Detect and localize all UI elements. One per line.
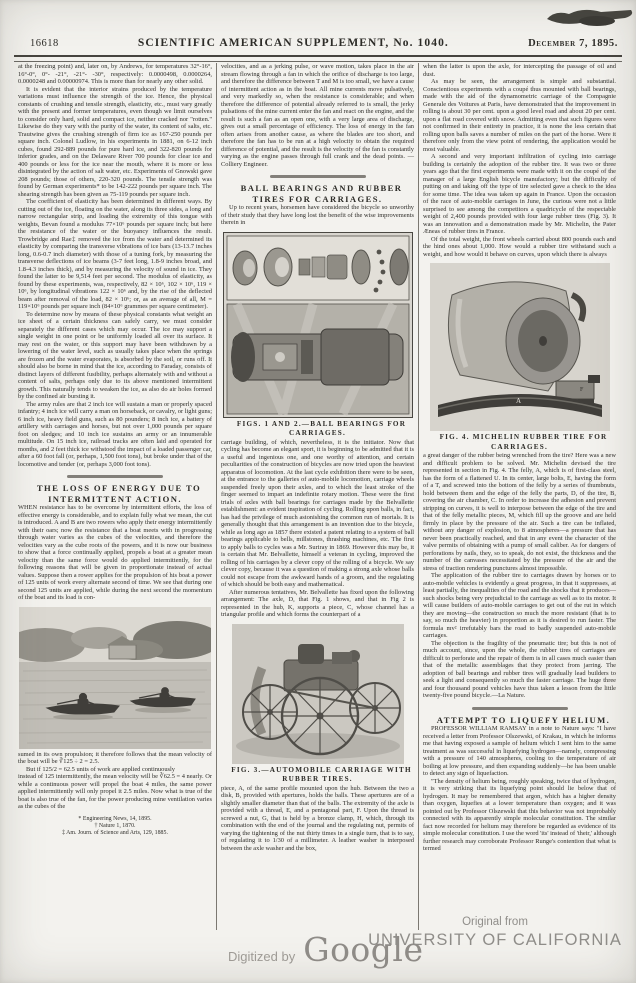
section-divider [472, 707, 568, 710]
figure-automobile [232, 624, 404, 764]
paragraph: The application of the rubber tire to carriages drawn by horses or to auto-mobile vehicles is evidently a great progress, in that it suppresses, at least partially, the inequalities of the road and the shocks that it produces—such shocks being very prejudicial to the carriage as well as to its motor. It will cause builders of auto-mobile carriages to get out of the rut in which they are moving—the construction so much the more resistant (that is to say, so much the heavier) in proportion as it is desired to run faster. The formula mv² irrefutably bars the road to badly suspended auto-mobile carriages. [423, 572, 616, 639]
paragraph: "The density of helium being, roughly speaking, twice that of hydrogen, it is very striking that its liquefying point should lie below that of hydrogen. It may be remembered that argon, which has a higher density than oxygen, liquefies at a lower temperature than oxygen; and it was pointed out by Professor Olszewski that this behavior was not improbably connected with its apparently simple molecular constitution. The similar fact now recorded for helium may therefore be regarded as evidence of its simple molecular constitution. I use the word 'its' instead of 'their,' although further research may corroborate Professor Runge's contention that what is termed [423, 777, 617, 852]
footnote: † Nature 1, 1870. [94, 822, 136, 829]
svg-text:A: A [515, 397, 521, 405]
paragraph: It is evident that the interior strains produced by the temperature variations must influence the strength of the ice. Hence, the physical constants of crushing and tensile strength, elasticity, etc., must vary greatly with the present and former temperatures, even though we limit ourselves to consider only hard, solid and compact ice, neither cracked nor "rotten." Likewise do they vary with the purity of the water, its content of salts, etc. Trautwine gives the crushing strength of firm ice as 167-250 pounds per square inch. Colonel Ludlow, in his experiments in 1881, on 6-12 inch cubes, found 292-889 pounds for pure hard ice, and 322-820 pounds for inferior grades, and on the Delaware River 700 pounds for clear ice and 400 pounds or less for the ice near the mouth, where it is more or less disintegrated by the action of salt water, etc. Experiments of Gnowski gave 208 pounds; those of others, 220-320 pounds. The tensile strength was found by German experiments* to be 142-222 pounds per square inch. The shearing strength has been given as 75-119 pounds per square inch. [18, 85, 212, 198]
journal-title: SCIENTIFIC AMERICAN SUPPLEMENT, No. 1040. [137, 37, 449, 49]
figure-caption-ball-bearings: FIGS. 1 AND 2.—BALL BEARINGS FOR CARRIAGES. [236, 419, 407, 437]
section-divider [67, 475, 163, 478]
paragraph: PROFESSOR WILLIAM RAMSAY in a note to Nature says: "I have received a letter from Professor Olszewski, of Krakau, in which he informs me that having exposed a sample of helium which I sent him to the same treatment as was successful in liquefying hydrogen—namely, compressing with a pressure of 140 atmospheres, cooling to the temperature of air boiling at low pressure, and then expanding suddenly—he has been unable to detect any sign of liquefaction. [423, 725, 616, 777]
paragraph: WHEN resistance has to be overcome by intermittent efforts, the loss of effective energy is considerable, and to explain fully what we mean, the cut is introduced. A and B are two rowers who apply their energy intermittently with their oars; now the resistance that a boat meets with in progressing through water varies as the cubes of the velocities, and therefore the velocities vary as the cube roots of the powers, and it is now our business to show that a force continually applied, propels a boat at a greater mean velocity than the same force would do applied intermittently, for the following reasons that will be given in proportionate instead of actual values. Suppose then a rower applies for the propulsion of his boat a power of 125 units of work every alternate second of time. We see that during one second 125 units are applied, while during the next second the momentum of the boat and its load is con- [18, 504, 212, 601]
svg-text:F: F [579, 387, 583, 393]
paragraph: As may be seen, the arrangement is simple and substantial. Conscientious experiments with a coupé thus mounted with ball bearings, made with the aid of the dynamometric carriage of the Compagnie Generale des Voitures at Paris, have demonstrated that the improvement in rolling is about 30 per cent. upon a good level road and about 20 per cent. upon a flat road covered with snow. Admitting even that such figures were not confirmed in their entirety in practice, it is none the less certain that rolling upon balls saves a number of miles on the part of the horse. Were it therefore only from the view point of rendering, the application would be most valuable. [423, 78, 616, 153]
paragraph: carriage building, of which, nevertheless, it is the initiator. Now that cycling has become an elegant sport, it is beginning to be admitted that it is a useful and ingenious one, and one worthy of attention, and certain peculiarities of the construction of bicycles are now tried upon the heaviest apparatus of locomotion. At the last cycle exhibition there were to be seen, at the entrance to the galleries of auto-mobile locomotion, carriage wheels suspended freely upon their axles, and to which the least stroke of the finger seemed to impart an indefinite rotary motion. These were the first trials of axles with ball bearings for carriages made by the Belvallette establishment: an evident inspiration of cycling. Rolling upon balls, in fact, has had the privilege of much astonishing the common run of mortals. It is generally thought that this arrangement is an invention due to the bicycle, while as long ago as 1857 there existed a patent relating to a system of ball bearings applicable to bells, millstones, thrashing machines, etc. The first to apply balls to cycles was a Mr. Suriray in 1869. However this may be, it is certain that Mr. Belvallette, himself a veteran in cycling, improved the rolling of his carriages by a clever copy of the rolling of a bicycle. We say clever copy, because it was a question of making a strong axle whose balls could not escape from the awkward hands of a groom, and the regulating of which should be both easy and mathematical. [221, 438, 414, 588]
paragraph: velocities, and as a jerking pulse, or wave motion, takes place in the air stream flowing through a fan in which the orifice of discharge is too large, and therefore the difference between T and M is too small, we have a cause of intermittent action as in the boat. All mine currents move pulsatively, and very markedly so, when the resistance is considerable; and when therefore the difference of potential already referred to is small, the jerky pulsations of the mine current enter the fan and react on the engine, and the result is such a fan as an open one, with a very large area of discharge, gives out a small percentage of efficiency. The loss of energy in the fan often arises from another cause, as where the blades are too short, and therefore the fan has to be run at a high velocity to obtain the required difference of potential, and the result is the velocity of the fan is constantly varying as the engine passes through full crank and the dead points. —Colliery Engineer. [221, 63, 414, 168]
institution-label: UNIVERSITY OF CALIFORNIA [368, 931, 622, 949]
paragraph: at the freezing point) and, later on, by Andrews, for temperatures 32°-16°, 16°-0°, 0°- -21°, -21°- -30°, respectively: 0.0000498, 0.0000264, 0.0000248 and 0.00000974. This is more than for nearly any other solid. [18, 63, 212, 85]
figure-rowing-scene [19, 607, 211, 749]
issue-date: December 7, 1895. [528, 38, 618, 49]
footnote: * Engineering News, 14, 1895. [78, 815, 152, 822]
paragraph: instead of 125 intermittently, the mean velocity will be ∛62.5 = 4 nearly. Or while a continuous power will propel the boat 4 miles, the same power applied intermittently will only propel it 2.5 miles. Now what is true of the boat is also true of the fan, for the power producing mine ventilation varies as the cubes of the [18, 773, 212, 810]
figure-ball-bearings [223, 232, 413, 418]
original-from-label: Original from [462, 916, 528, 928]
paragraph: After numerous tentatives, Mr. Belvallette has fixed upon the following arrangement: The axle, D, that Fig. 1 shows, and that in Fig 2 is represented in the hub, K, supports a piece, C, whose channel has a triangular profile and which forms the counterpart of a [221, 588, 414, 618]
section-heading-ball-bearings: BALL BEARINGS AND RUBBER TIRES FOR CARRIAGES. [240, 183, 403, 204]
paragraph: piece, A, of the same profile mounted upon the hub. Between the two a disk, B, provided with apertures, holds the balls. These apertures are of a slightly smaller diameter than that of the balls. The extremity of the axle is provided with a thread, E, and a pentagonal part, F. Upon the thread is screwed a nut, G, that is held by a bronze clamp, H, which, through its combination with the end of the journal and the regulating nut, permits of varying the tightening of the nut thirty times in a single turn, that is to say, of regulating it to 1/30 of a millimeter. A leather washer is interposed between the axle washer and the box, [221, 784, 414, 852]
column-right [418, 63, 620, 930]
section-heading-helium: ATTEMPT TO LIQUEFY HELIUM. [436, 714, 611, 725]
page-header [30, 37, 618, 49]
paragraph: The army rules are that 2 inch ice will sustain a man or properly spaced infantry; 4 inch ice will carry a man on horseback, or cavalry, or light guns; 6 inch ice, heavy field guns, such as 80 pounders; 8 inch ice, a battery of artillery with carriages and horses, but not over 1,000 pounds per square foot on sledges; and 10 inch ice sustains an army or an innumerable multitude. On 15 inch ice, railroad tracks are often laid and operated for months, and 2 feet thick ice withstood the impact of a loaded passenger car, after a 60 foot fall (or, perhaps, 1,500 foot tons), but broke under that of the locomotive and tender (or, perhaps 3,000 foot tons). [18, 400, 212, 468]
page-number: 16618 [30, 38, 59, 49]
paragraph: Of the total weight, the front wheels carried about 800 pounds each and the hind ones about 1,000. How would a rubber tire withstand such a weight, and how would it behave on curves, upon which there is always [423, 235, 616, 258]
google-logo: Google [303, 930, 424, 969]
paragraph: sumed in its own propulsion; it therefore follows that the mean velocity of the boat will be ∛125 ÷ 2 = 2.5. [18, 750, 212, 765]
column-left [14, 63, 216, 930]
figure-caption-automobile: FIG. 3.—AUTOMOBILE CARRIAGE WITH RUBBER TIRES. [231, 765, 412, 783]
paragraph: a great danger of the rubber being wrenched from the tire? Here was a new and difficult problem to be solved. Mr. Michelin devised the tire represented in section in Fig. 4. The felly, A, which is of first-class steel, has the form of a flattened U. In its center, large bolts, E, having the form of a T, and screwed into the bottom of the felly by a series of thumbnuts, hold between them and the edge of the felly the parts, D, of the tire, B, covering the air chamber, C. In order to increase the adhesion and prevent stripping on curves, it is well to interpose between the edge of the tire and that of the felly metallic pieces, M, which fill up the groove and are held firmly in place by the pressure of the air. Such a tire can be inflated, without any danger of explosion, to 8 atmospheres—a pressure that has never been practically reached, and that in any event the character of the valve permits of obtaining with a pump of small caliber. As for dangers of perforations by nails, they, so to speak, do not exist, the thickness and the number of the canvases necessitated by the pressure of the air and the stress of traction rendering punctures almost impossible. [423, 452, 616, 572]
paragraph: To determine now by means of these physical constants what weight an ice sheet of a certain thickness can safely carry, we must consider separately the different cases which may occur. The ice may support a single weight in one point or be uniformly loaded all over its surface. It may rest on the water, or this support may have been withdrawn by a lowering of the water level, such as usually takes place when the springs are frozen and the water evaporates, is absorbed by the soil, or runs off. It should also be borne in mind that the ice, according to Faraday, consists of distinct layers of different fusibility, perhaps alternately with and without a content of salts, perhaps only due to its above mentioned intermittent growth. This naturally tends to weaken the ice, as also do air holes formed by the confined air bursting it. [18, 310, 212, 400]
formula-line: But if 125/2 = 62.5 units of work are applied continuously [26, 765, 175, 773]
provenance-watermark [360, 916, 630, 950]
section-divider [270, 175, 366, 178]
paragraph: A second and very important infiltration of cycling into carriage building is certainly the adoption of the rubber tire. It was two or three years ago that the first experiments were made with it on the coupé of the manager of a large English bicycle manufactory; but the difficulty of putting on and taking off the type of tire selected gave a check to the idea for some time. The idea was taken up again in France. Upon the occasion of the race of auto-mobile carriages in June, the curious were not a little surprised to see among the competitors a quadricycle of the respectable weight of 2,400 pounds provided with four large rubber tires (Fig. 3). It was an innovation and a demonstration made by Mr. Michelin, the Pater Æneas of rubber tires in France. [423, 153, 616, 235]
scan-artifact [545, 5, 635, 33]
columns [14, 63, 622, 930]
footnotes [18, 816, 212, 838]
header-rule [14, 55, 622, 62]
figure-michelin-tire [430, 263, 610, 431]
section-heading-energy: THE LOSS OF ENERGY DUE TO INTERMITTENT ACTION. [36, 483, 202, 504]
footnote: ‡ Am. Journ. of Science and Arts, 129, 1885. [62, 830, 168, 837]
paragraph: The objection is the fragility of the pneumatic tire; but this is not of much account, since, upon the whole, the rubber tires of carriages are difficult to perforate and the repair of them is in all cases much easier than that of the metallic assemblages that they protect from jarring. The adoption of ball bearings and rubber tires will gradually lead builders to seek a light and consequently so much the faster carriage. The huge three and four thousand pound vehicles have thus taken a lesson from the little twenty-five pound bicycle.—La Nature. [423, 639, 616, 699]
paragraph: The coefficient of elasticity has been determined in different ways. By cutting out of the ice, floating on the water, along its three sides, a long and narrow rectangular strip, and loading the extremity of this tongue with weights, Bevan found a modulus 77×10⁶ pounds per square inch; but here the resistance of the water or the buoyancy influences the result. Trowbridge and Rae‡ removed the ice from the water and determined its elasticity by comparing the transverse vibrations of ice bars (13-13.7 inches long, 0.6-0.7 inch diameter) with those of a tuning fork, by measuring the transverse deflections of ice beams (3-7 feet long, 1.8-9 inches broad, and 1.8-4.3 inches thick), and by measuring the velocity of sound in ice. They found the latter to be 9,514 feet per second. The modulus of elasticity, as found by these experiments, was, respectively, 82 × 10⁶, 102 × 10⁶, 119 × 10⁶, by longitudinal vibrations 122 × 10⁶ and, by the rise of the deflected beam after removal of the load, 82 × 10⁶; or, as an average of all, M = 119×10⁶ pounds per square inch (84×10⁶ grammes per square centimeter). [18, 198, 212, 310]
figure-caption-michelin-tire: FIG. 4. MICHELIN RUBBER TIRE FOR CARRIAGES. [439, 433, 608, 451]
paragraph: Up to recent years, horsemen have considered the bicycle so unworthy of their study that they have long lost the benefit of the wise improvements therein in [221, 204, 414, 226]
digitized-by-label: Digitized by [228, 949, 296, 964]
column-middle [216, 63, 418, 930]
paragraph: when the latter is upon the axle, for intercepting the passage of oil and dust. [423, 63, 616, 78]
